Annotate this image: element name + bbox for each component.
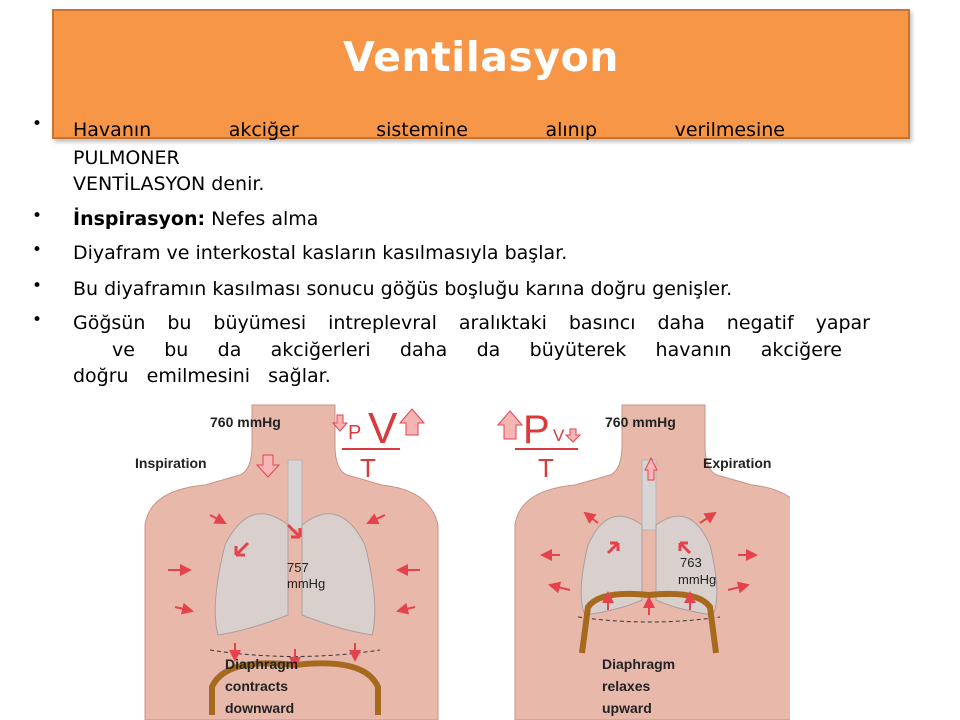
bullet-line xyxy=(73,206,912,232)
bullet-line xyxy=(73,117,785,143)
bullet-line: PULMONER xyxy=(73,147,180,169)
torso-shape xyxy=(515,405,790,720)
bullet-line: Göğsün bu büyümesi intreplevral aralıktaki basıncı daha negatif yapar xyxy=(73,312,870,334)
up-arrow-icon xyxy=(498,411,522,439)
bullet-line: Diyafram ve interkostal kasların kasılmasıyla başlar. xyxy=(73,242,568,264)
slide-title: Ventilasyon xyxy=(343,33,619,81)
bullet-line: Bu diyaframın kasılması sonucu göğüs boşluğu karına doğru genişler. xyxy=(73,278,733,300)
bullet-dot: • xyxy=(32,240,43,260)
inspiration-panel xyxy=(135,404,438,720)
bullet-word: akciğer xyxy=(228,119,299,141)
ventilation-diagram xyxy=(130,395,790,720)
phase-label: Inspiration xyxy=(135,455,207,471)
trachea xyxy=(288,460,302,530)
bullet-line: VENTİLASYON denir. xyxy=(73,173,265,195)
atm-label: 760 mmHg xyxy=(210,414,281,430)
diaphragm-label: Diaphragm xyxy=(602,656,676,672)
formula-v: V xyxy=(553,426,565,445)
bullet-word: Havanın xyxy=(73,119,152,141)
pressure-unit: mmHg xyxy=(678,572,717,587)
pressure-unit: mmHg xyxy=(287,576,326,591)
bullet-text: Nefes alma xyxy=(205,208,319,230)
bullet-dot: • xyxy=(32,206,43,226)
bullet-dot: • xyxy=(32,276,43,296)
atm-label: 760 mmHg xyxy=(605,414,676,430)
bullet-dot: • xyxy=(32,114,43,134)
phase-label: Expiration xyxy=(703,455,772,471)
diaphragm-label: relaxes xyxy=(602,678,651,694)
diaphragm-label: contracts xyxy=(225,678,289,694)
diaphragm-label: upward xyxy=(602,700,652,716)
bullet-dot: • xyxy=(32,310,43,330)
diaphragm-label: Diaphragm xyxy=(225,656,299,672)
pressure-value: 763 xyxy=(680,555,702,570)
diaphragm-label: downward xyxy=(225,700,295,716)
pressure-value: 757 xyxy=(287,560,309,575)
formula-p: P xyxy=(523,408,550,452)
formula-t: T xyxy=(538,453,554,483)
bullet-word: verilmesine xyxy=(674,119,785,141)
bullet-term: İnspirasyon: xyxy=(73,208,206,230)
formula-p: P xyxy=(348,422,362,444)
expiration-panel xyxy=(498,405,790,720)
bullet-line: ve bu da akciğerleri daha da büyüterek havanın akciğere xyxy=(112,339,842,361)
down-arrow-icon xyxy=(566,429,580,442)
bullet-line: doğru emilmesini sağlar. xyxy=(73,365,331,387)
up-arrow-icon xyxy=(400,409,424,435)
bullet-word: alınıp xyxy=(545,119,598,141)
formula-t: T xyxy=(360,453,376,483)
bullet-word: sistemine xyxy=(376,119,468,141)
formula-v: V xyxy=(368,404,398,453)
